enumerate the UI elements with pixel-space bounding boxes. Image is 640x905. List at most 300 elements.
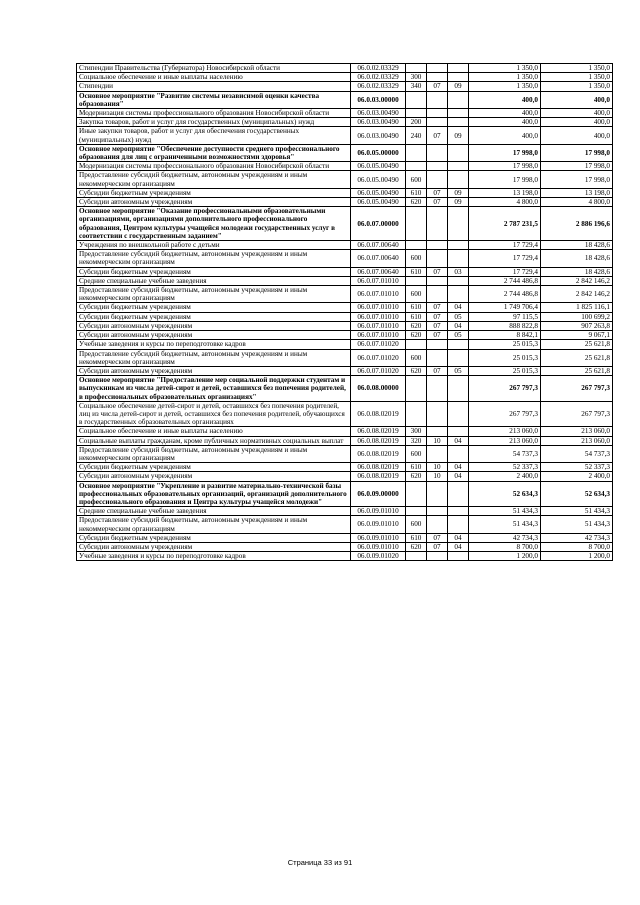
- row-vr-cell: 300: [406, 73, 427, 82]
- table-row: [77, 118, 613, 127]
- row-vr-cell: 340: [406, 82, 427, 91]
- row-vr-cell: 600: [406, 286, 427, 303]
- row-subsection-cell: [448, 286, 469, 303]
- row-sum-year1-cell: 2 744 486,8: [469, 276, 541, 285]
- row-section-cell: [427, 445, 448, 462]
- row-subsection-cell: [448, 64, 469, 73]
- row-code-cell: 06.0.03.00490: [351, 109, 406, 118]
- row-vr-cell: 200: [406, 118, 427, 127]
- row-sum-year2-cell: 1 825 116,1: [541, 303, 613, 312]
- row-subsection-cell: 05: [448, 312, 469, 321]
- row-section-cell: [427, 376, 448, 402]
- row-section-cell: 07: [427, 188, 448, 197]
- row-code-cell: 06.0.09.01010: [351, 533, 406, 542]
- table-row: [77, 312, 613, 321]
- row-sum-year1-cell: 267 797,3: [469, 401, 541, 427]
- row-subsection-cell: [448, 162, 469, 171]
- row-vr-cell: [406, 162, 427, 171]
- row-subsection-cell: 05: [448, 366, 469, 375]
- row-sum-year2-cell: 400,0: [541, 127, 613, 144]
- row-sum-year1-cell: 17 729,4: [469, 267, 541, 276]
- row-sum-year2-cell: 400,0: [541, 109, 613, 118]
- table-row: [77, 127, 613, 144]
- row-vr-cell: 600: [406, 349, 427, 366]
- row-section-cell: [427, 64, 448, 73]
- row-name-cell: Субсидии бюджетным учреждениям: [77, 303, 351, 312]
- row-code-cell: 06.0.07.00640: [351, 267, 406, 276]
- row-sum-year1-cell: 13 198,0: [469, 188, 541, 197]
- row-sum-year1-cell: 54 737,3: [469, 445, 541, 462]
- table-row: [77, 64, 613, 73]
- row-section-cell: 07: [427, 312, 448, 321]
- table-row: [77, 507, 613, 516]
- row-section-cell: 07: [427, 331, 448, 340]
- page-number: Страница 33 из 91: [287, 858, 353, 867]
- row-code-cell: 06.0.09.00000: [351, 481, 406, 507]
- row-sum-year2-cell: 52 634,3: [541, 481, 613, 507]
- row-sum-year2-cell: 400,0: [541, 91, 613, 108]
- table-row: [77, 436, 613, 445]
- row-vr-cell: 610: [406, 303, 427, 312]
- row-code-cell: 06.0.08.02019: [351, 472, 406, 481]
- row-code-cell: 06.0.03.00490: [351, 118, 406, 127]
- row-name-cell: Субсидии бюджетным учреждениям: [77, 312, 351, 321]
- row-sum-year1-cell: 1 350,0: [469, 73, 541, 82]
- row-sum-year2-cell: 1 200,0: [541, 552, 613, 561]
- row-sum-year2-cell: 13 198,0: [541, 188, 613, 197]
- row-vr-cell: 620: [406, 321, 427, 330]
- row-sum-year1-cell: 17 998,0: [469, 162, 541, 171]
- row-subsection-cell: 09: [448, 127, 469, 144]
- row-sum-year2-cell: 25 621,8: [541, 349, 613, 366]
- row-section-cell: 07: [427, 267, 448, 276]
- row-sum-year1-cell: 1 350,0: [469, 82, 541, 91]
- row-vr-cell: 620: [406, 198, 427, 207]
- row-vr-cell: [406, 276, 427, 285]
- table-row: [77, 241, 613, 250]
- row-sum-year2-cell: 51 434,3: [541, 507, 613, 516]
- row-vr-cell: 610: [406, 312, 427, 321]
- table-row: [77, 463, 613, 472]
- row-name-cell: Социальные выплаты гражданам, кроме публичных нормативных социальных выплат: [77, 436, 351, 445]
- row-section-cell: 10: [427, 472, 448, 481]
- row-subsection-cell: [448, 91, 469, 108]
- row-section-cell: 07: [427, 542, 448, 551]
- row-vr-cell: 620: [406, 472, 427, 481]
- row-section-cell: [427, 552, 448, 561]
- row-sum-year2-cell: 18 428,6: [541, 241, 613, 250]
- row-vr-cell: 610: [406, 533, 427, 542]
- row-name-cell: Основное мероприятие "Обеспечение доступности среднего профессионального образования для лиц с ограниченными возможностями здоровья": [77, 144, 351, 161]
- table-row: [77, 82, 613, 91]
- row-name-cell: Субсидии автономным учреждениям: [77, 366, 351, 375]
- row-sum-year2-cell: 17 998,0: [541, 171, 613, 188]
- row-sum-year2-cell: 1 350,0: [541, 73, 613, 82]
- row-sum-year2-cell: 8 700,0: [541, 542, 613, 551]
- row-subsection-cell: 04: [448, 321, 469, 330]
- row-vr-cell: 600: [406, 445, 427, 462]
- row-section-cell: [427, 171, 448, 188]
- row-subsection-cell: [448, 171, 469, 188]
- row-sum-year2-cell: 17 998,0: [541, 162, 613, 171]
- row-name-cell: Средние специальные учебные заведения: [77, 276, 351, 285]
- row-name-cell: Предоставление субсидий бюджетным, автономным учреждениям и иным некоммерческим организациям: [77, 445, 351, 462]
- table-row: [77, 171, 613, 188]
- table-row: [77, 472, 613, 481]
- row-sum-year1-cell: 400,0: [469, 109, 541, 118]
- row-code-cell: 06.0.05.00490: [351, 198, 406, 207]
- row-section-cell: [427, 349, 448, 366]
- row-code-cell: 06.0.07.00000: [351, 207, 406, 241]
- row-sum-year2-cell: 52 337,3: [541, 463, 613, 472]
- row-vr-cell: 600: [406, 516, 427, 533]
- row-code-cell: 06.0.08.02019: [351, 445, 406, 462]
- row-section-cell: [427, 207, 448, 241]
- row-vr-cell: [406, 109, 427, 118]
- row-sum-year1-cell: 1 350,0: [469, 64, 541, 73]
- row-sum-year2-cell: 17 998,0: [541, 144, 613, 161]
- table-row: [77, 303, 613, 312]
- row-vr-cell: 610: [406, 463, 427, 472]
- row-sum-year2-cell: 1 350,0: [541, 64, 613, 73]
- table-row: [77, 267, 613, 276]
- table-row: [77, 321, 613, 330]
- row-code-cell: 06.0.08.02019: [351, 436, 406, 445]
- row-section-cell: [427, 507, 448, 516]
- row-name-cell: Социальное обеспечение детей-сирот и детей, оставшихся без попечения родителей, лиц из числа детей-сирот и детей, оставшихся без попечения родителей, обучающихся в государственных образовательных организациях: [77, 401, 351, 427]
- row-code-cell: 06.0.09.01010: [351, 507, 406, 516]
- row-section-cell: 10: [427, 436, 448, 445]
- row-name-cell: Предоставление субсидий бюджетным, автономным учреждениям и иным некоммерческим организациям: [77, 349, 351, 366]
- row-subsection-cell: [448, 250, 469, 267]
- row-subsection-cell: [448, 516, 469, 533]
- row-sum-year1-cell: 17 729,4: [469, 250, 541, 267]
- table-row: [77, 198, 613, 207]
- row-sum-year1-cell: 267 797,3: [469, 376, 541, 402]
- row-vr-cell: 240: [406, 127, 427, 144]
- row-name-cell: Основное мероприятие "Предоставление мер социальной поддержки студентам и выпускникам из числа детей-сирот и детей, оставшихся без попечения родителей, в профессиональных образовательных организациях": [77, 376, 351, 402]
- row-sum-year2-cell: 9 067,1: [541, 331, 613, 340]
- table-row: [77, 250, 613, 267]
- row-code-cell: 06.0.07.01010: [351, 321, 406, 330]
- row-subsection-cell: [448, 241, 469, 250]
- row-section-cell: [427, 286, 448, 303]
- row-sum-year2-cell: 2 842 146,2: [541, 276, 613, 285]
- row-sum-year1-cell: 8 842,1: [469, 331, 541, 340]
- row-section-cell: [427, 109, 448, 118]
- row-name-cell: Субсидии автономным учреждениям: [77, 542, 351, 551]
- row-sum-year1-cell: 51 434,3: [469, 507, 541, 516]
- row-subsection-cell: [448, 207, 469, 241]
- row-subsection-cell: [448, 73, 469, 82]
- row-section-cell: [427, 250, 448, 267]
- row-code-cell: 06.0.05.00490: [351, 171, 406, 188]
- row-vr-cell: 300: [406, 427, 427, 436]
- row-sum-year2-cell: 25 621,8: [541, 340, 613, 349]
- row-subsection-cell: 05: [448, 331, 469, 340]
- row-name-cell: Предоставление субсидий бюджетным, автономным учреждениям и иным некоммерческим организациям: [77, 171, 351, 188]
- row-code-cell: 06.0.05.00000: [351, 144, 406, 161]
- row-subsection-cell: 04: [448, 436, 469, 445]
- row-subsection-cell: [448, 109, 469, 118]
- row-name-cell: Закупка товаров, работ и услуг для государственных (муниципальных) нужд: [77, 118, 351, 127]
- row-sum-year1-cell: 52 337,3: [469, 463, 541, 472]
- table-row: [77, 401, 613, 427]
- row-code-cell: 06.0.07.01020: [351, 340, 406, 349]
- row-sum-year1-cell: 25 015,3: [469, 349, 541, 366]
- row-sum-year1-cell: 2 744 486,8: [469, 286, 541, 303]
- row-name-cell: Учебные заведения и курсы по переподготовке кадров: [77, 340, 351, 349]
- row-vr-cell: 610: [406, 267, 427, 276]
- table-row: [77, 331, 613, 340]
- row-code-cell: 06.0.09.01010: [351, 542, 406, 551]
- row-subsection-cell: 04: [448, 542, 469, 551]
- row-subsection-cell: 09: [448, 82, 469, 91]
- row-sum-year1-cell: 400,0: [469, 127, 541, 144]
- row-subsection-cell: 04: [448, 303, 469, 312]
- page-footer: [0, 858, 640, 867]
- table-row: [77, 207, 613, 241]
- row-code-cell: 06.0.02.03329: [351, 64, 406, 73]
- row-code-cell: 06.0.02.03329: [351, 82, 406, 91]
- row-sum-year1-cell: 2 787 231,5: [469, 207, 541, 241]
- row-vr-cell: [406, 144, 427, 161]
- row-vr-cell: [406, 376, 427, 402]
- row-name-cell: Субсидии бюджетным учреждениям: [77, 188, 351, 197]
- row-subsection-cell: [448, 276, 469, 285]
- row-section-cell: [427, 91, 448, 108]
- table-row: [77, 552, 613, 561]
- row-sum-year2-cell: 213 060,0: [541, 436, 613, 445]
- row-section-cell: 07: [427, 127, 448, 144]
- row-sum-year2-cell: 25 621,8: [541, 366, 613, 375]
- row-sum-year1-cell: 17 998,0: [469, 171, 541, 188]
- table-row: [77, 144, 613, 161]
- row-code-cell: 06.0.08.00000: [351, 376, 406, 402]
- row-section-cell: 07: [427, 303, 448, 312]
- row-sum-year2-cell: 42 734,3: [541, 533, 613, 542]
- row-vr-cell: 600: [406, 250, 427, 267]
- row-code-cell: 06.0.07.00640: [351, 241, 406, 250]
- table-row: [77, 516, 613, 533]
- row-sum-year1-cell: 51 434,3: [469, 516, 541, 533]
- row-sum-year2-cell: 18 428,6: [541, 267, 613, 276]
- row-code-cell: 06.0.07.01010: [351, 286, 406, 303]
- row-name-cell: Основное мероприятие "Укрепление и развитие материально-технической базы профессиональных образовательных организаций, организаций дополнительного профессионального образования и Центра культуры учащейся молодежи": [77, 481, 351, 507]
- row-subsection-cell: [448, 481, 469, 507]
- row-code-cell: 06.0.07.00640: [351, 250, 406, 267]
- row-name-cell: Основное мероприятие "Развитие системы независимой оценки качества образования": [77, 91, 351, 108]
- row-sum-year1-cell: 2 400,0: [469, 472, 541, 481]
- row-vr-cell: [406, 64, 427, 73]
- row-vr-cell: [406, 481, 427, 507]
- table-row: [77, 481, 613, 507]
- row-section-cell: [427, 427, 448, 436]
- row-sum-year1-cell: 888 822,8: [469, 321, 541, 330]
- row-section-cell: 10: [427, 463, 448, 472]
- row-section-cell: [427, 516, 448, 533]
- row-subsection-cell: [448, 507, 469, 516]
- row-sum-year2-cell: 51 434,3: [541, 516, 613, 533]
- row-subsection-cell: 04: [448, 463, 469, 472]
- row-section-cell: 07: [427, 82, 448, 91]
- table-row: [77, 286, 613, 303]
- row-sum-year1-cell: 25 015,3: [469, 366, 541, 375]
- row-section-cell: 07: [427, 198, 448, 207]
- row-section-cell: 07: [427, 533, 448, 542]
- row-code-cell: 06.0.07.01010: [351, 312, 406, 321]
- row-vr-cell: [406, 91, 427, 108]
- row-section-cell: 07: [427, 366, 448, 375]
- row-code-cell: 06.0.03.00000: [351, 91, 406, 108]
- row-name-cell: Модернизация системы профессионального образования Новосибирской области: [77, 109, 351, 118]
- row-subsection-cell: 09: [448, 198, 469, 207]
- row-vr-cell: [406, 340, 427, 349]
- row-name-cell: Субсидии бюджетным учреждениям: [77, 267, 351, 276]
- row-name-cell: Основное мероприятие "Оказание профессиональными образовательными организациями, организациями дополнительного профессионального образования, Центром культуры учащейся молодежи государственных услуг в соответствии с государственным заданием": [77, 207, 351, 241]
- table-row: [77, 366, 613, 375]
- row-vr-cell: 620: [406, 542, 427, 551]
- row-sum-year1-cell: 97 115,5: [469, 312, 541, 321]
- table-row: [77, 188, 613, 197]
- row-sum-year1-cell: 17 998,0: [469, 144, 541, 161]
- row-code-cell: 06.0.09.01020: [351, 552, 406, 561]
- row-section-cell: [427, 481, 448, 507]
- row-name-cell: Субсидии бюджетным учреждениям: [77, 463, 351, 472]
- row-code-cell: 06.0.08.02019: [351, 427, 406, 436]
- row-subsection-cell: [448, 349, 469, 366]
- row-subsection-cell: 03: [448, 267, 469, 276]
- row-section-cell: [427, 73, 448, 82]
- row-vr-cell: [406, 401, 427, 427]
- row-code-cell: 06.0.09.01010: [351, 516, 406, 533]
- table-row: [77, 542, 613, 551]
- row-name-cell: Иные закупки товаров, работ и услуг для обеспечения государственных (муниципальных) нужд: [77, 127, 351, 144]
- row-code-cell: 06.0.08.02019: [351, 401, 406, 427]
- row-sum-year1-cell: 8 700,0: [469, 542, 541, 551]
- row-name-cell: Стипендии Правительства (Губернатора) Новосибирской области: [77, 64, 351, 73]
- row-subsection-cell: [448, 376, 469, 402]
- row-subsection-cell: [448, 340, 469, 349]
- budget-table-body: [77, 64, 613, 561]
- row-sum-year2-cell: 400,0: [541, 118, 613, 127]
- table-row: [77, 73, 613, 82]
- row-name-cell: Предоставление субсидий бюджетным, автономным учреждениям и иным некоммерческим организациям: [77, 250, 351, 267]
- row-sum-year2-cell: 18 428,6: [541, 250, 613, 267]
- row-sum-year1-cell: 4 800,0: [469, 198, 541, 207]
- table-row: [77, 109, 613, 118]
- row-section-cell: [427, 340, 448, 349]
- row-section-cell: [427, 118, 448, 127]
- row-section-cell: [427, 241, 448, 250]
- row-sum-year1-cell: 25 015,3: [469, 340, 541, 349]
- row-section-cell: [427, 144, 448, 161]
- row-name-cell: Субсидии автономным учреждениям: [77, 198, 351, 207]
- row-section-cell: [427, 162, 448, 171]
- row-subsection-cell: [448, 144, 469, 161]
- table-row: [77, 340, 613, 349]
- row-sum-year1-cell: 1 200,0: [469, 552, 541, 561]
- table-row: [77, 533, 613, 542]
- row-sum-year2-cell: 2 886 196,6: [541, 207, 613, 241]
- table-row: [77, 162, 613, 171]
- row-sum-year2-cell: 907 263,8: [541, 321, 613, 330]
- row-sum-year2-cell: 2 842 146,2: [541, 286, 613, 303]
- row-section-cell: [427, 276, 448, 285]
- row-subsection-cell: [448, 118, 469, 127]
- row-code-cell: 06.0.07.01010: [351, 303, 406, 312]
- row-name-cell: Социальное обеспечение и иные выплаты населению: [77, 73, 351, 82]
- row-sum-year1-cell: 17 729,4: [469, 241, 541, 250]
- row-section-cell: [427, 401, 448, 427]
- row-name-cell: Учебные заведения и курсы по переподготовке кадров: [77, 552, 351, 561]
- row-sum-year2-cell: 2 400,0: [541, 472, 613, 481]
- row-vr-cell: [406, 241, 427, 250]
- row-code-cell: 06.0.05.00490: [351, 162, 406, 171]
- row-code-cell: 06.0.07.01020: [351, 366, 406, 375]
- row-vr-cell: 610: [406, 188, 427, 197]
- row-sum-year1-cell: 400,0: [469, 118, 541, 127]
- row-subsection-cell: [448, 427, 469, 436]
- row-code-cell: 06.0.07.01020: [351, 349, 406, 366]
- table-row: [77, 91, 613, 108]
- table-row: [77, 445, 613, 462]
- row-sum-year1-cell: 213 060,0: [469, 436, 541, 445]
- row-vr-cell: [406, 552, 427, 561]
- row-sum-year2-cell: 267 797,3: [541, 376, 613, 402]
- row-sum-year1-cell: 1 749 706,4: [469, 303, 541, 312]
- row-subsection-cell: [448, 401, 469, 427]
- row-name-cell: Субсидии автономным учреждениям: [77, 331, 351, 340]
- row-name-cell: Стипендии: [77, 82, 351, 91]
- row-code-cell: 06.0.08.02019: [351, 463, 406, 472]
- row-name-cell: Субсидии бюджетным учреждениям: [77, 533, 351, 542]
- row-name-cell: Средние специальные учебные заведения: [77, 507, 351, 516]
- row-sum-year2-cell: 1 350,0: [541, 82, 613, 91]
- row-code-cell: 06.0.05.00490: [351, 188, 406, 197]
- table-row: [77, 276, 613, 285]
- row-subsection-cell: 04: [448, 533, 469, 542]
- row-name-cell: Субсидии автономным учреждениям: [77, 321, 351, 330]
- row-sum-year1-cell: 213 060,0: [469, 427, 541, 436]
- budget-table: [76, 63, 613, 561]
- row-name-cell: Субсидии автономным учреждениям: [77, 472, 351, 481]
- row-subsection-cell: 04: [448, 472, 469, 481]
- row-sum-year1-cell: 42 734,3: [469, 533, 541, 542]
- row-vr-cell: [406, 507, 427, 516]
- row-name-cell: Модернизация системы профессионального образования Новосибирской области: [77, 162, 351, 171]
- row-sum-year2-cell: 100 699,2: [541, 312, 613, 321]
- table-row: [77, 427, 613, 436]
- row-code-cell: 06.0.07.01010: [351, 331, 406, 340]
- row-sum-year2-cell: 213 060,0: [541, 427, 613, 436]
- row-sum-year2-cell: 4 800,0: [541, 198, 613, 207]
- table-row: [77, 376, 613, 402]
- row-subsection-cell: [448, 445, 469, 462]
- row-vr-cell: 620: [406, 366, 427, 375]
- row-name-cell: Предоставление субсидий бюджетным, автономным учреждениям и иным некоммерческим организациям: [77, 286, 351, 303]
- row-vr-cell: [406, 207, 427, 241]
- table-row: [77, 349, 613, 366]
- row-code-cell: 06.0.07.01010: [351, 276, 406, 285]
- row-name-cell: Учреждения по внешкольной работе с детьми: [77, 241, 351, 250]
- row-section-cell: 07: [427, 321, 448, 330]
- row-vr-cell: 600: [406, 171, 427, 188]
- row-sum-year2-cell: 267 797,3: [541, 401, 613, 427]
- row-subsection-cell: 09: [448, 188, 469, 197]
- row-code-cell: 06.0.02.03329: [351, 73, 406, 82]
- row-subsection-cell: [448, 552, 469, 561]
